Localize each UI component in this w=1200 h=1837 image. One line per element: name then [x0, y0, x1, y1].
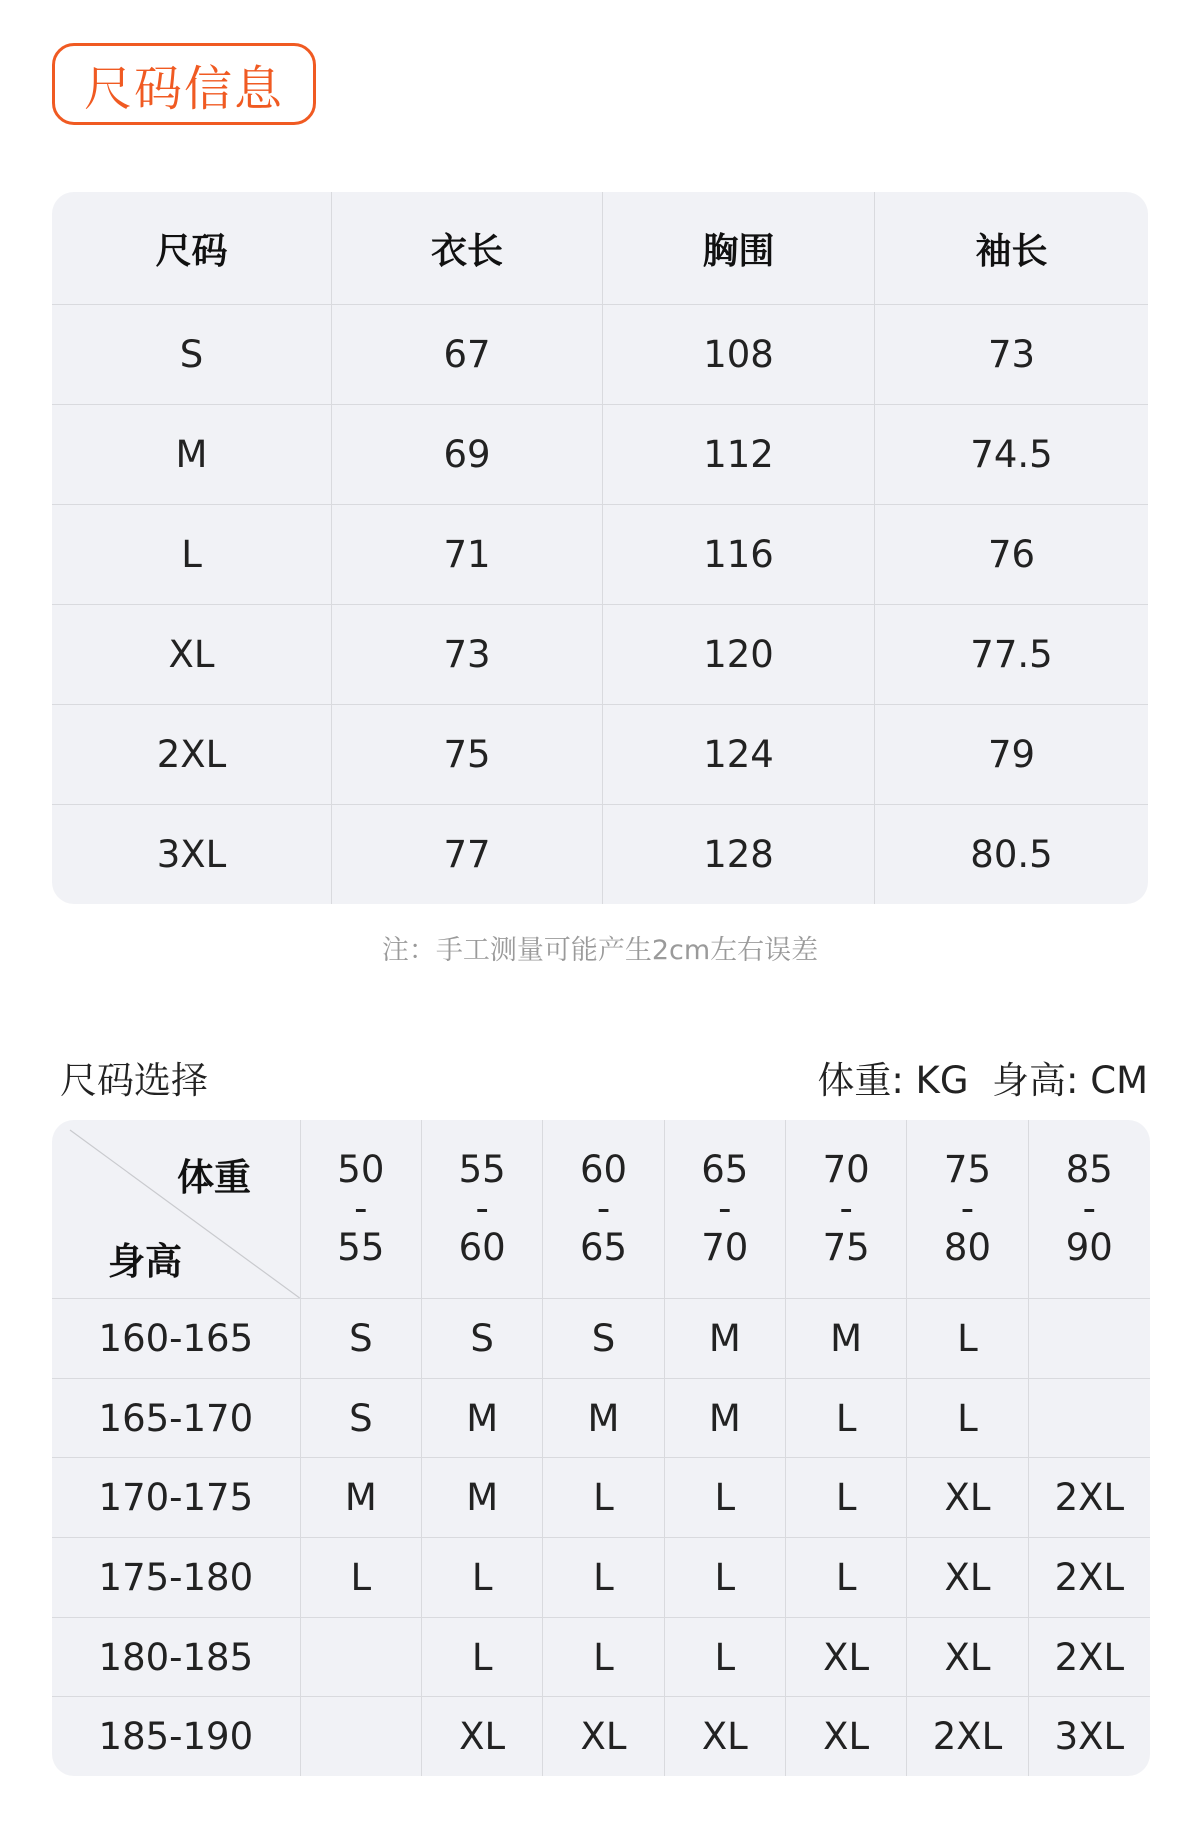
height-range-cell: 170-175	[52, 1458, 301, 1538]
size-cell: XL	[786, 1618, 907, 1698]
size-cell: XL	[543, 1697, 664, 1776]
size-cell: S	[422, 1299, 543, 1379]
table-row	[52, 1458, 1150, 1538]
table-row	[52, 1618, 1150, 1698]
size-cell: M	[665, 1379, 786, 1459]
size-cell	[301, 1618, 422, 1698]
weight-to: 65	[579, 1225, 628, 1269]
weight-from: 75	[943, 1147, 992, 1191]
corner-height-label: 身高	[108, 1240, 182, 1283]
size-cell: L	[786, 1379, 907, 1459]
size-cell: XL	[907, 1458, 1028, 1538]
size-cell: M	[665, 1299, 786, 1379]
weight-from: 50	[337, 1147, 385, 1191]
weight-to: 55	[337, 1225, 385, 1269]
size-cell: S	[543, 1299, 664, 1379]
column-header-chest: 胸围	[603, 192, 875, 305]
size-selection-title: 尺码选择	[60, 1059, 208, 1102]
size-cell: XL	[422, 1697, 543, 1776]
table-row	[52, 605, 1148, 705]
weight-dash: -	[839, 1187, 853, 1231]
size-cell: XL	[907, 1538, 1028, 1618]
size-cell: L	[907, 1379, 1028, 1459]
size-cell: L	[665, 1458, 786, 1538]
table-cell: M	[52, 405, 332, 505]
size-cell: 2XL	[907, 1697, 1028, 1776]
table-cell: 71	[332, 505, 603, 605]
size-cell: XL	[665, 1697, 786, 1776]
height-range-cell: 160-165	[52, 1299, 301, 1379]
height-range-cell: 165-170	[52, 1379, 301, 1459]
weight-range-header	[665, 1120, 786, 1299]
table-cell: 74.5	[875, 405, 1148, 505]
size-selection-table	[52, 1120, 1150, 1776]
size-cell: M	[786, 1299, 907, 1379]
size-cell: L	[786, 1538, 907, 1618]
weight-dash: -	[1082, 1187, 1096, 1231]
weight-range-header	[543, 1120, 664, 1299]
table-cell: 75	[332, 705, 603, 805]
table-row	[52, 705, 1148, 805]
table-cell: 120	[603, 605, 875, 705]
table-cell: 112	[603, 405, 875, 505]
weight-from: 85	[1065, 1147, 1113, 1191]
size-cell: M	[543, 1379, 664, 1459]
size-cell: L	[907, 1299, 1028, 1379]
table-cell: 69	[332, 405, 603, 505]
table-cell: L	[52, 505, 332, 605]
corner-weight-label: 体重	[177, 1156, 251, 1199]
table-cell: S	[52, 305, 332, 405]
corner-cell	[52, 1120, 301, 1299]
weight-range-header	[422, 1120, 543, 1299]
height-range-cell: 185-190	[52, 1697, 301, 1776]
size-cell: 2XL	[1029, 1618, 1150, 1698]
table-row	[52, 805, 1148, 904]
weight-to: 60	[458, 1225, 506, 1269]
size-cell: L	[422, 1618, 543, 1698]
size-cell	[301, 1697, 422, 1776]
size-cell: XL	[907, 1618, 1028, 1698]
weight-dash: -	[596, 1187, 611, 1231]
table-cell: 128	[603, 805, 875, 904]
table-cell: 67	[332, 305, 603, 405]
table-cell: 3XL	[52, 805, 332, 904]
table-cell: 79	[875, 705, 1148, 805]
weight-range-header	[907, 1120, 1028, 1299]
size-cell: L	[665, 1538, 786, 1618]
height-range-cell: 180-185	[52, 1618, 301, 1698]
weight-range-header	[1029, 1120, 1150, 1299]
size-cell: L	[301, 1538, 422, 1618]
column-header-length: 衣长	[332, 192, 603, 305]
weight-dash: -	[354, 1187, 368, 1231]
units-label: 体重: KG 身高: CM	[817, 1059, 1148, 1102]
weight-dash: -	[960, 1187, 975, 1231]
table-cell: 77.5	[875, 605, 1148, 705]
table-cell: 73	[875, 305, 1148, 405]
weight-from: 60	[579, 1147, 628, 1191]
size-cell: M	[422, 1458, 543, 1538]
weight-dash: -	[718, 1187, 732, 1231]
table-row	[52, 405, 1148, 505]
table-cell: 76	[875, 505, 1148, 605]
column-header-sleeve: 袖长	[875, 192, 1148, 305]
table-cell: 2XL	[52, 705, 332, 805]
weight-to: 90	[1065, 1225, 1113, 1269]
size-cell: 3XL	[1054, 1715, 1125, 1759]
size-cell: L	[543, 1538, 664, 1618]
size-cell: XL	[786, 1697, 907, 1776]
table-row	[52, 1379, 1150, 1459]
measurement-note: 注：手工测量可能产生2cm左右误差	[381, 935, 819, 966]
size-cell: L	[543, 1618, 664, 1698]
weight-range-header	[301, 1120, 422, 1299]
weight-to: 75	[822, 1225, 870, 1269]
size-cell: M	[422, 1379, 543, 1459]
size-cell: 2XL	[1029, 1538, 1150, 1618]
weight-from: 65	[701, 1147, 749, 1191]
size-cell: S	[301, 1379, 422, 1459]
weight-dash: -	[475, 1187, 489, 1231]
table-cell: 108	[603, 305, 875, 405]
table-cell: 124	[603, 705, 875, 805]
table-cell: 116	[603, 505, 875, 605]
table-row	[52, 505, 1148, 605]
height-range-cell: 175-180	[52, 1538, 301, 1618]
weight-from: 55	[458, 1147, 506, 1191]
table-cell: 80.5	[970, 833, 1053, 876]
table-row	[52, 1538, 1150, 1618]
size-cell: L	[786, 1458, 907, 1538]
size-info-table	[52, 192, 1148, 904]
size-cell: S	[301, 1299, 422, 1379]
weight-from: 70	[822, 1147, 870, 1191]
table-row	[52, 305, 1148, 405]
table-row	[52, 1299, 1150, 1379]
page-title: 尺码信息	[52, 43, 316, 125]
weight-header-row	[52, 1120, 1150, 1299]
size-cell: L	[422, 1538, 543, 1618]
size-cell: 2XL	[1029, 1458, 1150, 1538]
weight-to: 70	[701, 1225, 749, 1269]
weight-to: 80	[943, 1225, 992, 1269]
size-cell	[1029, 1299, 1150, 1379]
column-header-size: 尺码	[52, 192, 332, 305]
table-cell: 73	[332, 605, 603, 705]
table-header-row	[52, 192, 1148, 305]
weight-range-header	[786, 1120, 907, 1299]
table-cell: 77	[332, 805, 603, 904]
size-cell: L	[543, 1458, 664, 1538]
table-row	[52, 1697, 1150, 1776]
table-cell: XL	[52, 605, 332, 705]
size-cell: L	[665, 1618, 786, 1698]
size-cell	[1029, 1379, 1150, 1459]
size-cell: M	[301, 1458, 422, 1538]
